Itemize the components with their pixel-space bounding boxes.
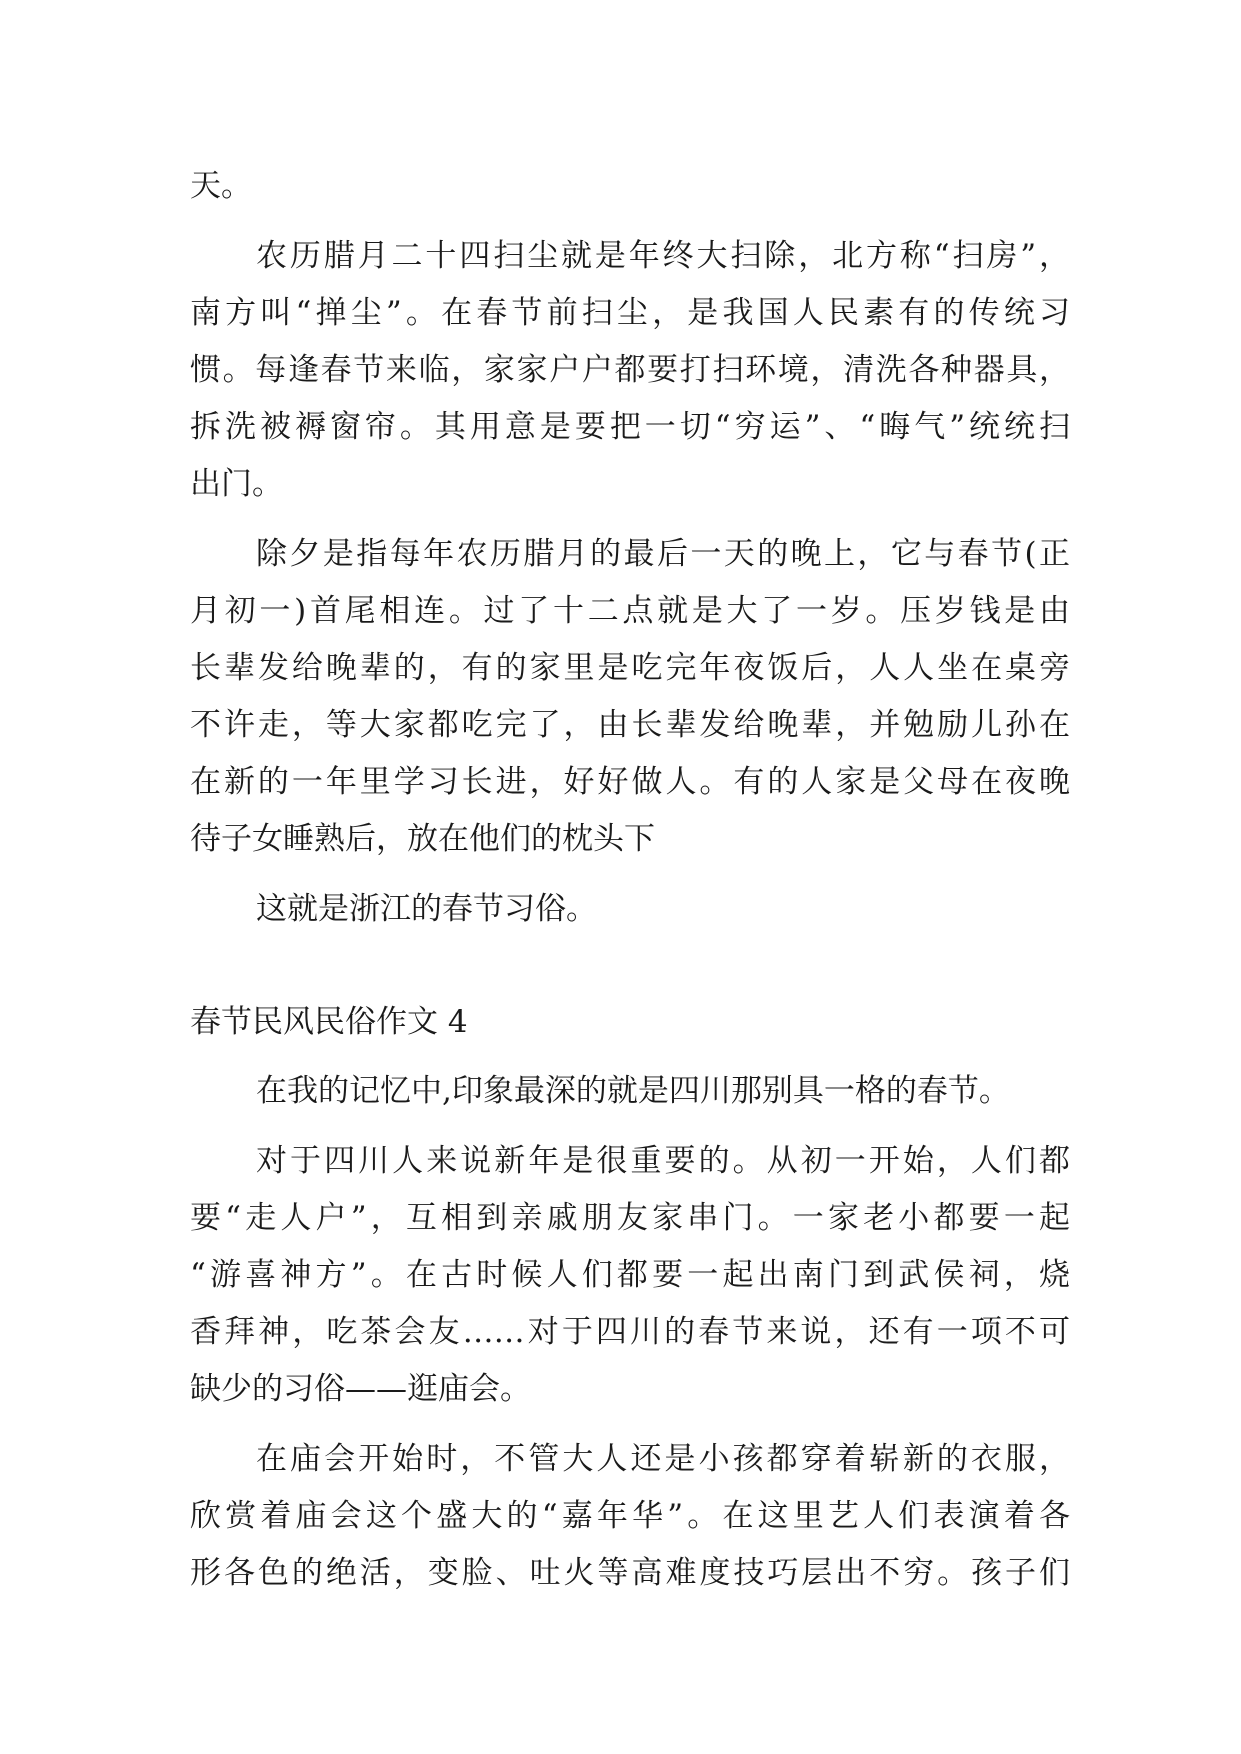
text-line: 形各色的绝活，变脸、吐火等高难度技巧层出不穷。孩子们 [190,1555,1070,1591]
text-line: 惯。每逢春节来临，家家户户都要打扫环境，清洗各种器具， [190,352,1070,388]
text-line: 欣赏着庙会这个盛大的“嘉年华”。在这里艺人们表演着各 [190,1498,1070,1534]
text-line: 待子女睡熟后，放在他们的枕头下 [190,821,655,857]
text-line: 香拜神，吃茶会友……对于四川的春节来说，还有一项不可 [190,1314,1070,1350]
text-line: 月初一)首尾相连。过了十二点就是大了一岁。压岁钱是由 [190,593,1070,629]
text-line: “游喜神方”。在古时候人们都要一起出南门到武侯祠，烧 [190,1257,1070,1293]
text-line: 长辈发给晚辈的，有的家里是吃完年夜饭后，人人坐在桌旁 [190,650,1070,686]
paragraph-first-line: 在庙会开始时，不管大人还是小孩都穿着崭新的衣服， [256,1441,1070,1477]
text-line: 缺少的习俗——逛庙会。 [190,1371,531,1407]
text-line: 不许走，等大家都吃完了，由长辈发给晚辈，并勉励儿孙在 [190,707,1070,743]
paragraph-first-line: 这就是浙江的春节习俗。 [256,891,597,927]
text-line: 出门。 [190,466,283,502]
text-line: 拆洗被褥窗帘。其用意是要把一切“穷运”、“晦气”统统扫 [190,409,1070,445]
section-heading: 春节民风民俗作文 4 [190,1004,468,1040]
text-line: 要“走人户”，互相到亲戚朋友家串门。一家老小都要一起 [190,1200,1070,1236]
text-line: 南方叫“掸尘”。在春节前扫尘，是我国人民素有的传统习 [190,295,1070,331]
text-line: 在新的一年里学习长进，好好做人。有的人家是父母在夜晚 [190,764,1070,800]
paragraph-first-line: 在我的记忆中,印象最深的就是四川那别具一格的春节。 [256,1073,1010,1109]
paragraph-first-line: 农历腊月二十四扫尘就是年终大扫除，北方称“扫房”， [256,238,1070,274]
paragraph-first-line: 对于四川人来说新年是很重要的。从初一开始，人们都 [256,1143,1070,1179]
text-line: 天。 [190,168,252,204]
paragraph-first-line: 除夕是指每年农历腊月的最后一天的晚上，它与春节(正 [256,536,1070,572]
